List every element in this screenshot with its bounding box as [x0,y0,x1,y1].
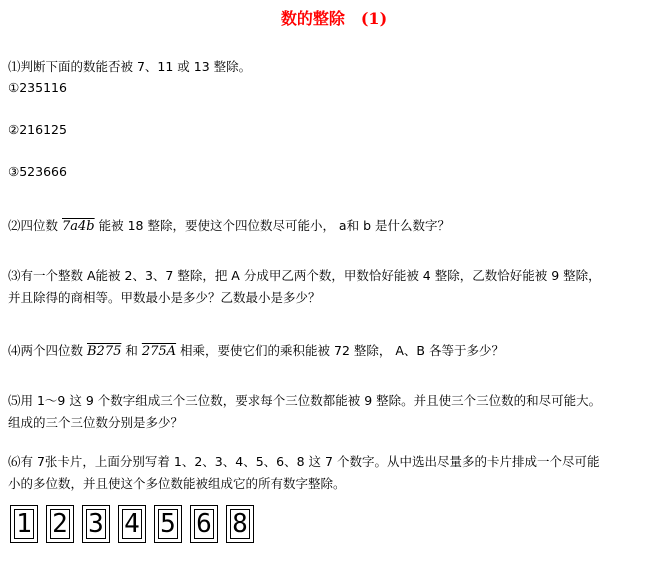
q6-line-2: 小的多位数，并且使这个多位数能被组成它的所有数字整除。 [8,476,346,491]
q4-before: ⑷两个四位数 [8,343,84,358]
digit-card-value: 6 [194,509,214,539]
digit-card [10,505,38,543]
q2-before: ⑵四位数 [8,218,59,233]
q2-after: 能被 18 整除，要使这个四位数尽可能小， a和 b 是什么数字？ [98,218,450,233]
q1-item-1: ①235116 [8,80,67,95]
q4-mid: 和 [125,343,138,358]
q5-line-2: 组成的三个三位数分别是多少？ [8,415,184,430]
digit-cards [10,505,254,543]
q4-number-2: 275A [141,344,177,359]
q3-line-2: 并且除得的商相等。甲数最小是多少？乙数最小是多少？ [8,290,321,305]
q4-line [8,341,504,359]
q3-line-1: ⑶有一个整数 A能被 2、3、7 整除，把 A 分成甲乙两个数，甲数恰好能被 4 整除，乙数恰好能被 9 整除， [8,268,601,283]
digit-card [226,505,254,543]
q6-line-1: ⑹有 7张卡片，上面分别写着 1、2、3、4、5、6、8 这 7 个数字。从中选出尽量多的卡片排成一个尽可能 [8,454,600,469]
q1-item-2: ②216125 [8,122,67,137]
digit-card [154,505,182,543]
digit-card [46,505,74,543]
q4-after: 相乘，要使它们的乘积能被 72 整除， A、B 各等于多少？ [180,343,504,358]
digit-card-value: 5 [158,509,178,539]
q2-number-overline: 7a4b [62,219,95,234]
digit-card-value: 3 [86,509,106,539]
q1-prompt: ⑴判断下面的数能否被 7、11 或 13 整除。 [8,59,252,74]
q2-line [8,216,450,234]
q5-line-1: ⑸用 1～9 这 9 个数字组成三个三位数，要求每个三位数都能被 9 整除。并且使三个三位数的和尽可能大。 [8,393,602,408]
digit-card-value: 8 [230,509,250,539]
page-title: 数的整除 (1) [280,9,388,28]
q1-item-3: ③523666 [8,164,67,179]
digit-card-value: 1 [14,509,34,539]
digit-card-value: 2 [50,509,70,539]
digit-card [118,505,146,543]
digit-card [82,505,110,543]
q4-number-1: B275 [87,344,122,359]
digit-card [190,505,218,543]
digit-card-value: 4 [122,509,142,539]
